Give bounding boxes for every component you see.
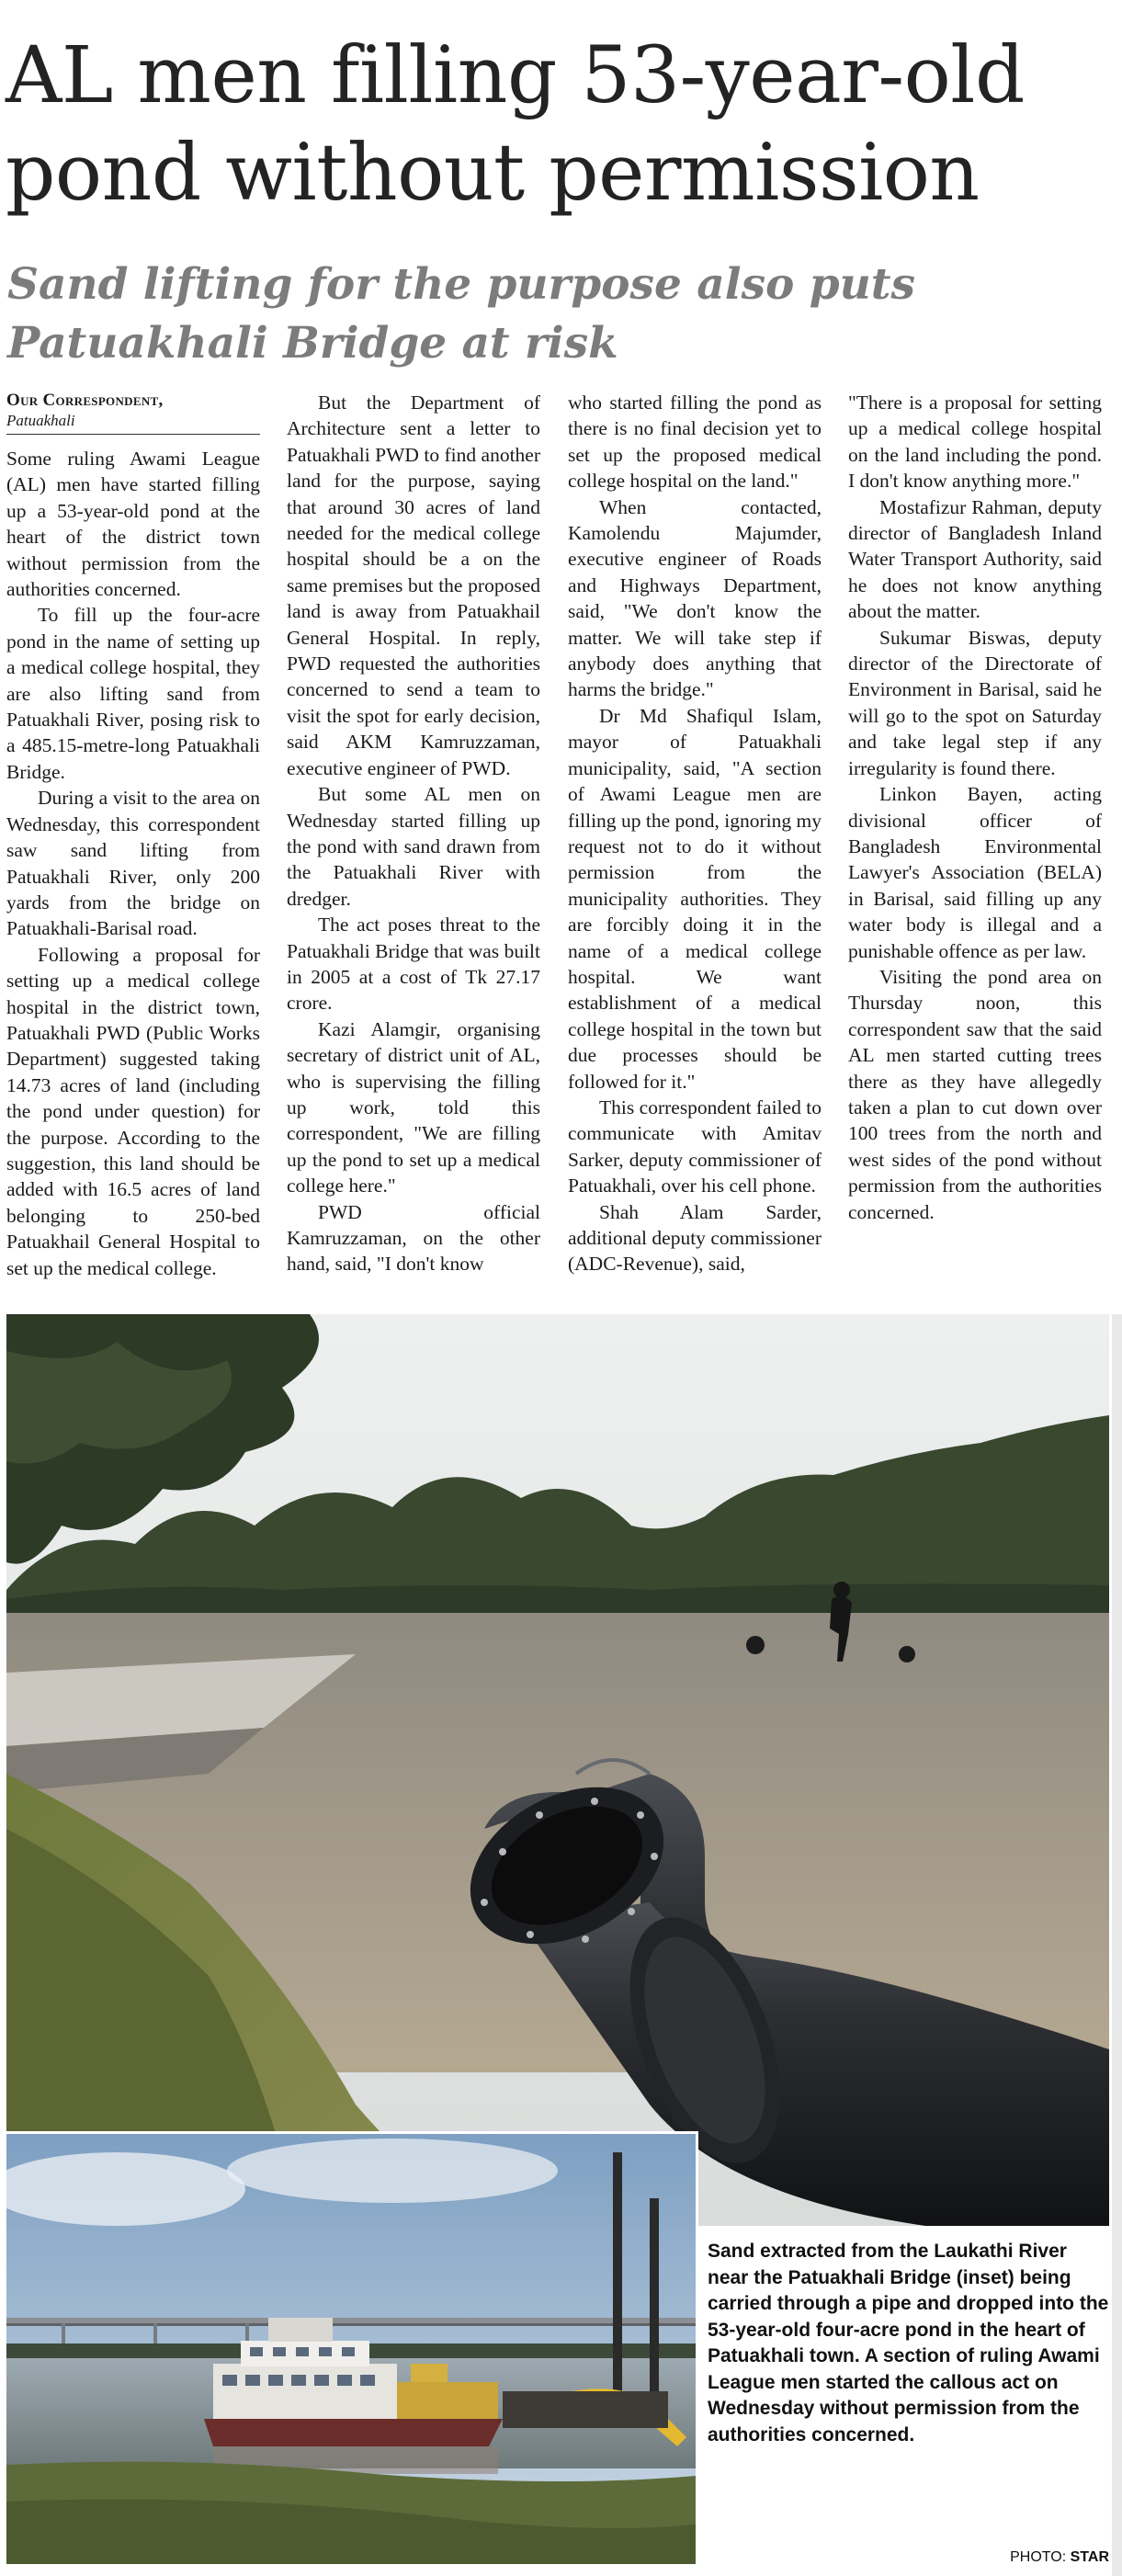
subheadline: Sand lifting for the purpose also puts Patuakhali Bridge at risk — [7, 259, 915, 369]
paragraph: During a visit to the area on Wednesday, this correspondent saw sand lifting from Patuakhali River, only 200 yards from the bridge on Patuakhali-Barisal road. — [6, 787, 260, 940]
paragraph: To fill up the four-acre pond in the name of setting up a medical college hospital, they are also lifting sand from Patuakhali River, posing risk to a 485.15-metre-long Patuakhali Bridge. — [6, 604, 260, 783]
pond-pipe-photo — [6, 1314, 1109, 2226]
paragraph: Following a proposal for setting up a medical college hospital in the district town, Patuakhali PWD (Public Works Department) suggested taking 14.73 acres of land (including the pond under question) for the purpose. According to the suggestion, this land should be added with 16.5 acres of land belonging to 250-bed Patuakhail General Hospital to set up the medical college. — [6, 943, 260, 1279]
paragraph: Visiting the pond area on Thursday noon, this correspondent saw that the said AL men started cutting trees there as they have allegedly taken a plan to cut down over 100 trees from the north and west sides of the pond without permission from the authorities concerned. — [848, 965, 1102, 1223]
photo-caption: Sand extracted from the Laukathi River near the Patuakhali Bridge (inset) being carried through a pipe and dropped into the 53-year-old four-acre pond in the heart of Patuakhali town. A section of ruling Awami League men started the callous act on Wednesday without permission from the authorities concerned. — [708, 2241, 1109, 2445]
article-column-4 — [848, 390, 1102, 1309]
paragraph: Shah Alam Sarder, additional deputy commissioner (ADC-Revenue), said, — [568, 1200, 822, 1276]
byline-place: Patuakhali — [6, 412, 75, 429]
headline: AL men filling 53-year-old pond without permission — [6, 30, 1025, 219]
paragraph: Sukumar Biswas, deputy director of the Directorate of Environment in Barisal, said he will go to the spot on Saturday and take legal step if any irregularity is found there. — [848, 626, 1102, 779]
article-column-1 — [6, 390, 260, 1309]
paragraph: Some ruling Awami League (AL) men have started filling up a 53-year-old pond at the heart of the district town without permission from the authorities concerned. — [6, 448, 260, 601]
paragraph: But the Department of Architecture sent a letter to Patuakhali PWD to find another land for the purpose, saying that around 30 acres of land needed for the medical college hospital should be a on the same premises but the proposed land is away from Patuakhail General Hospital. In reply, PWD requested the authorities concerned to send a team to visit the spot for early decision, said AKM Kamruzzaman, executive engineer of PWD. — [287, 392, 540, 779]
byline-divider — [6, 434, 260, 435]
paragraph: Mostafizur Rahman, deputy director of Bangladesh Inland Water Transport Authority, said he does not know anything about the matter. — [848, 495, 1102, 623]
dredger-bridge-photo — [6, 2134, 696, 2564]
paragraph: This correspondent failed to communicate with Amitav Sarker, deputy commissioner of Patuakhali, over his cell phone. — [568, 1095, 822, 1197]
inset-photo — [6, 2134, 696, 2564]
paragraph: Kazi Alamgir, organising secretary of district unit of AL, who is supervising the filling up work, told this correspondent, "We are filling up the pond to set up a medical college here." — [287, 1017, 540, 1197]
main-photo — [6, 1314, 1109, 2226]
article-column-2 — [287, 390, 540, 1309]
paragraph: Dr Md Shafiqul Islam, mayor of Patuakhali municipality, said, "A section of Awami League men are filling up the pond, ignoring my request not to do it without permission from the municipality authorities. They are forcibly doing it in the name of a medical college hospital. We want establishment of a medical college hospital in the town but due processes should be followed for it." — [568, 704, 822, 1093]
paragraph: But some AL men on Wednesday started filling up the pond with sand drawn from the Patuakhali River with dredger. — [287, 783, 540, 910]
photo-credit-label: PHOTO: — [1010, 2549, 1067, 2565]
byline-author: Our Correspondent, — [6, 391, 164, 410]
photo-credit — [1010, 2549, 1109, 2566]
article-column-3 — [568, 390, 822, 1309]
paragraph: PWD official Kamruzzaman, on the other hand, said, "I don't know — [287, 1200, 540, 1276]
paragraph: "There is a proposal for setting up a medical college hospital on the land including the pond. I don't know anything more." — [848, 392, 1102, 493]
photo-credit-source: STAR — [1070, 2549, 1109, 2565]
paragraph: who started filling the pond as there is no final decision yet to set up the proposed medical college hospital on the land." — [568, 392, 822, 493]
page-edge — [1112, 1314, 1122, 2576]
paragraph: Linkon Bayen, acting divisional officer of Bangladesh Environmental Lawyer's Association (BELA) in Barisal, said filling up any water body is illegal and a punishable offence as per law. — [848, 783, 1102, 962]
paragraph: The act poses threat to the Patuakhali Bridge that was built in 2005 at a cost of Tk 27.17 crore. — [287, 914, 540, 1015]
paragraph: When contacted, Kamolendu Majumder, executive engineer of Roads and Highways Department, said, "We don't know the matter. We will take step if anybody does anything that harms the bridge." — [568, 495, 822, 701]
